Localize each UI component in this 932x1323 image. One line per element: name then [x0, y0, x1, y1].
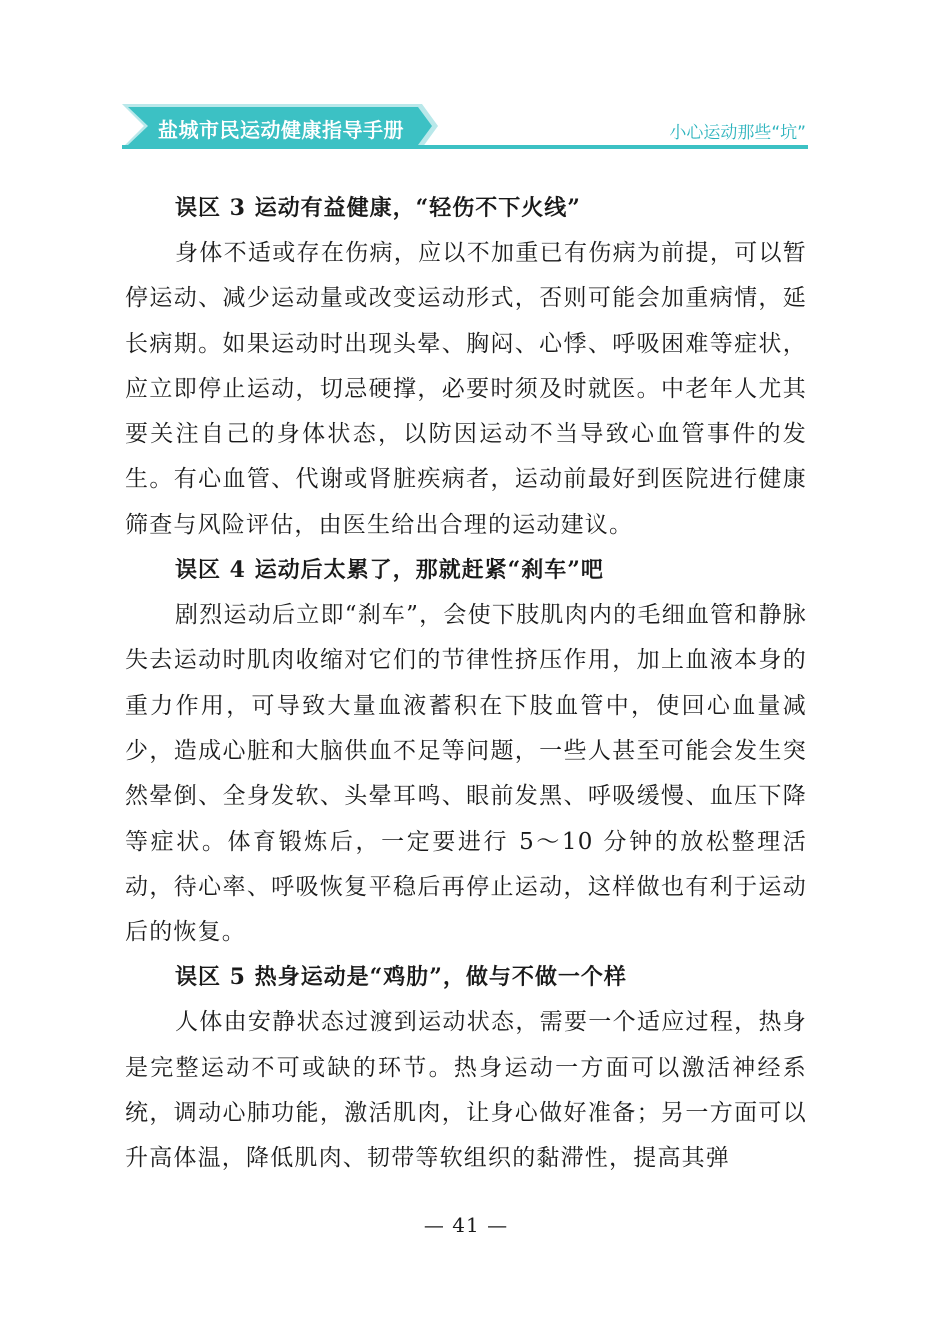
- page-header: [122, 104, 808, 150]
- handbook-title: 盐城市民运动健康指导手册: [158, 118, 404, 142]
- section-heading-5: 误区 5 热身运动是“鸡肋”，做与不做一个样: [175, 964, 627, 991]
- header-divider: [122, 145, 808, 149]
- section-heading-4: 误区 4 运动后太累了，那就赶紧“刹车”吧: [175, 557, 604, 584]
- section-body-3: 身体不适或存在伤病，应以不加重已有伤病为前提，可以暂停运动、减少运动量或改变运动形式，否则可能会加重病情，延长病期。如果运动时出现头晕、胸闷、心悸、呼吸困难等症状，应立即停止运动，切忌硬撑，必要时须及时就医。中老年人尤其要关注自己的身体状态，以防因运动不当导致心血管事件的发生。有心血管、代谢或肾脏疾病者，运动前最好到医院进行健康筛查与风险评估，由医生给出合理的运动建议。: [125, 240, 807, 538]
- page-number: — 41 —: [423, 1213, 509, 1237]
- section-heading-3: 误区 3 运动有益健康，“轻伤不下火线”: [175, 195, 581, 221]
- page-content: [125, 186, 807, 1182]
- chapter-title: 小心运动那些“坑”: [669, 123, 806, 143]
- section-body-5: 人体由安静状态过渡到运动状态，需要一个适应过程，热身是完整运动不可或缺的环节。热身运动一方面可以激活神经系统，调动心肺功能，激活肌肉，让身心做好准备；另一方面可以升高体温，降低肌肉、韧带等软组织的黏滞性，提高其弹: [125, 1009, 807, 1172]
- section-body-4: 剧烈运动后立即“刹车”，会使下肢肌肉内的毛细血管和静脉失去运动时肌肉收缩对它们的节律性挤压作用，加上血液本身的重力作用，可导致大量血液蓄积在下肢血管中，使回心血量减少，造成心脏和大脑供血不足等问题，一些人甚至可能会发生突然晕倒、全身发软、头晕耳鸣、眼前发黑、呼吸缓慢、血压下降等症状。体育锻炼后，一定要进行 5～10 分钟的放松整理活动，待心率、呼吸恢复平稳后再停止运动，这样做也有利于运动后的恢复。: [125, 602, 807, 946]
